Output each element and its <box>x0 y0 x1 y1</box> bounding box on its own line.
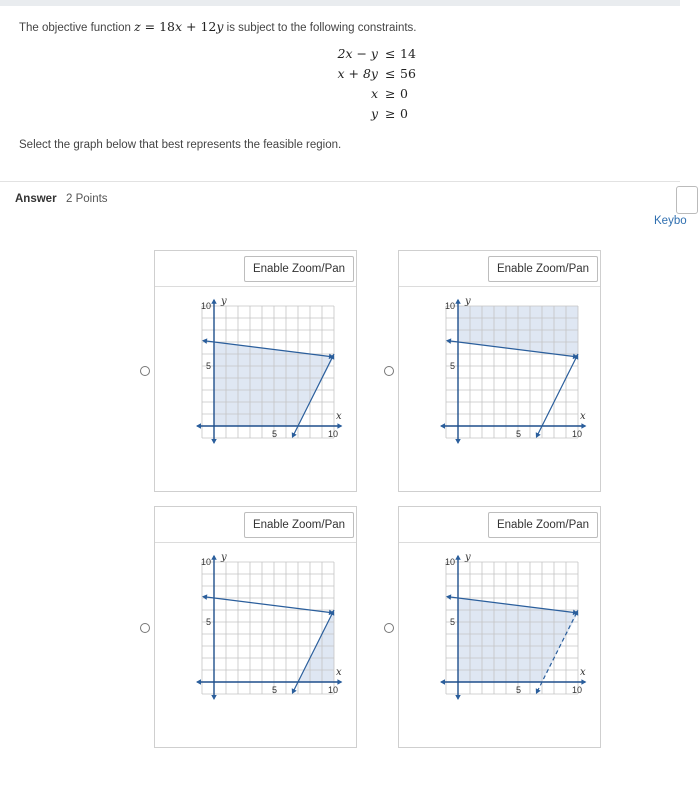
x-axis-arrow-right <box>337 423 342 429</box>
section-divider <box>0 181 680 182</box>
y-axis-arrow-up <box>455 555 461 560</box>
tick-label-y-5: 5 <box>206 361 212 371</box>
points-label: 2 Points <box>66 193 108 205</box>
option-b-graph <box>399 287 600 491</box>
y-axis-label: y <box>221 296 227 307</box>
y-axis-arrow-down <box>211 695 217 700</box>
top-border <box>0 0 680 6</box>
graph-card-header <box>155 251 356 287</box>
line-arrow <box>446 594 451 599</box>
enable-zoom-pan-button[interactable]: Enable Zoom/Pan <box>244 512 354 538</box>
option-b-graph-card <box>398 250 601 492</box>
instruction-text: Select the graph below that best represents the feasible region. <box>19 139 342 151</box>
question-text: The objective function z = 18x + 12y is subject to the following constraints. <box>19 19 417 34</box>
x-axis-label: x <box>336 411 342 422</box>
graph-card-header <box>399 251 600 287</box>
x-axis-label: x <box>336 667 342 678</box>
objective-function: z = 18x + 12y <box>134 19 224 34</box>
constraint-row: x ≥ 0 <box>370 86 408 101</box>
tick-label-y-10: 10 <box>201 301 212 311</box>
tick-label-y-5: 5 <box>206 617 212 627</box>
tick-label-x-5: 5 <box>516 429 522 439</box>
x-axis-arrow-left <box>440 679 445 685</box>
tick-label-y-10: 10 <box>445 557 456 567</box>
constraint-line-x-plus-8y <box>203 597 334 613</box>
option-a-graph-card <box>154 250 357 492</box>
option-c-radio[interactable] <box>140 623 150 633</box>
option-d-radio[interactable] <box>384 623 394 633</box>
graph-card-header <box>399 507 600 543</box>
keyboard-shortcuts-link[interactable]: Keybo <box>654 215 687 227</box>
tick-label-x-10: 10 <box>572 685 583 695</box>
x-axis-arrow-left <box>196 679 201 685</box>
option-b-radio[interactable] <box>384 366 394 376</box>
graph-card-header <box>155 507 356 543</box>
y-axis-arrow-down <box>455 695 461 700</box>
option-a-radio[interactable] <box>140 366 150 376</box>
line-arrow <box>202 594 207 599</box>
x-axis-label: x <box>580 667 586 678</box>
constraint-row: x + 8y ≤ 56 <box>337 66 416 81</box>
y-axis-label: y <box>221 552 227 563</box>
enable-zoom-pan-button[interactable]: Enable Zoom/Pan <box>488 256 598 282</box>
x-axis-arrow-right <box>581 679 586 685</box>
x-axis-arrow-right <box>581 423 586 429</box>
y-axis-label: y <box>465 552 471 563</box>
keyboard-button[interactable] <box>676 186 698 214</box>
x-axis-label: x <box>580 411 586 422</box>
y-axis-arrow-up <box>211 555 217 560</box>
x-axis-arrow-right <box>337 679 342 685</box>
tick-label-x-5: 5 <box>516 685 522 695</box>
tick-label-y-5: 5 <box>450 361 456 371</box>
tick-label-x-5: 5 <box>272 429 278 439</box>
y-axis-label: y <box>465 296 471 307</box>
y-axis-arrow-down <box>455 439 461 444</box>
constraint-row: 2x − y ≤ 14 <box>337 46 416 61</box>
line-arrow <box>202 338 207 343</box>
constraints-list <box>330 46 450 126</box>
x-axis-arrow-left <box>196 423 201 429</box>
y-axis-arrow-down <box>211 439 217 444</box>
option-a-graph <box>155 287 356 491</box>
tick-label-x-10: 10 <box>572 429 583 439</box>
option-d-graph <box>399 543 600 747</box>
y-axis-arrow-up <box>455 299 461 304</box>
x-axis-arrow-left <box>440 423 445 429</box>
tick-label-x-10: 10 <box>328 429 339 439</box>
answer-label: Answer <box>15 193 57 205</box>
option-d-graph-card <box>398 506 601 748</box>
tick-label-y-5: 5 <box>450 617 456 627</box>
enable-zoom-pan-button[interactable]: Enable Zoom/Pan <box>244 256 354 282</box>
constraint-row: y ≥ 0 <box>370 106 408 121</box>
y-axis-arrow-up <box>211 299 217 304</box>
enable-zoom-pan-button[interactable]: Enable Zoom/Pan <box>488 512 598 538</box>
option-c-graph <box>155 543 356 747</box>
tick-label-x-10: 10 <box>328 685 339 695</box>
option-c-graph-card <box>154 506 357 748</box>
tick-label-x-5: 5 <box>272 685 278 695</box>
tick-label-y-10: 10 <box>445 301 456 311</box>
tick-label-y-10: 10 <box>201 557 212 567</box>
line-arrow <box>446 338 451 343</box>
